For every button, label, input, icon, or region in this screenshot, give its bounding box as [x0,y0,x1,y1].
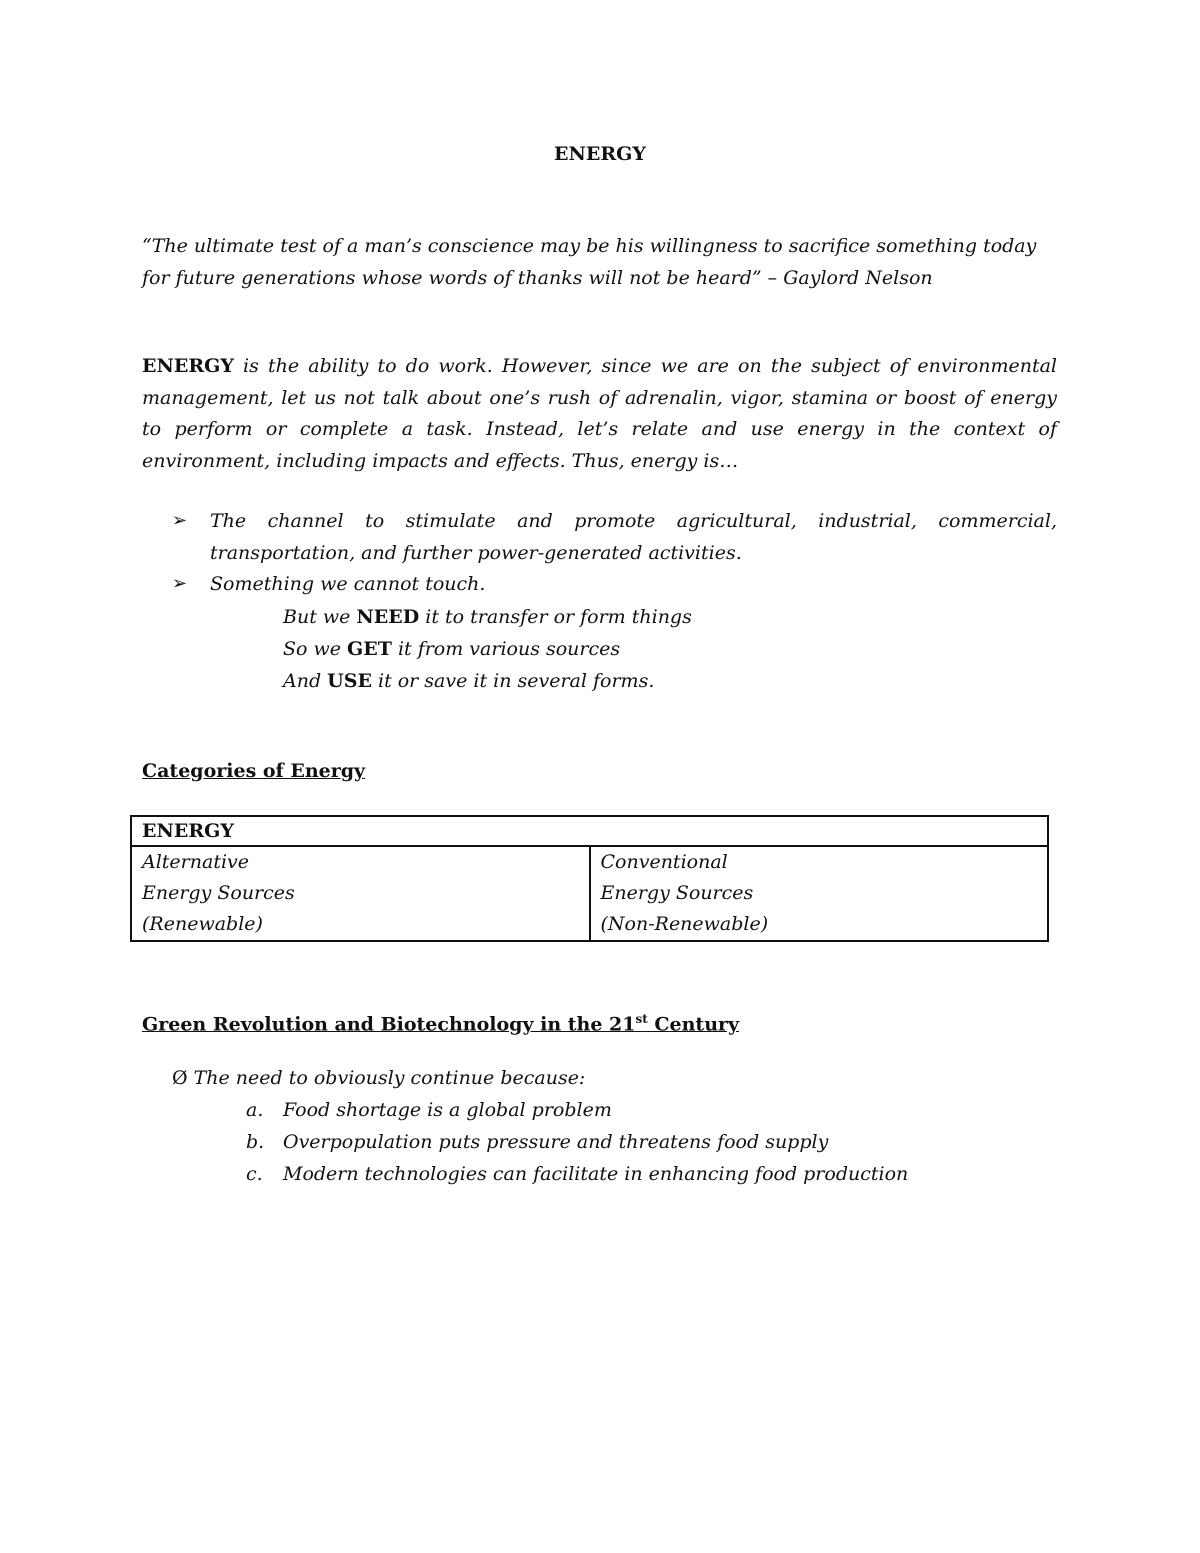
green-intro [172,1062,585,1094]
conventional-energy-cell [590,846,1049,941]
definition-line-4: environment, including impacts and effects. Thus, energy is… [142,450,739,472]
green-heading-sup: st [635,1012,648,1026]
sub-line-get-post: it from various sources [391,638,621,660]
quote-line-2: for future generations whose words of thanks will not be heard” – Gaylord Nelson [142,267,933,289]
definition-line-2: management, let us not talk about one’s rush of adrenalin, vigor, stamina or boost of energy [142,387,1057,409]
arrow-bullet-icon: ➢ [172,573,188,594]
arrow-bullet-icon: ➢ [172,510,188,531]
list-marker-b: b. [246,1131,265,1153]
sub-line-use-post: it or save it in several forms. [371,670,655,692]
conventional-line-1: Conventional [600,851,728,873]
green-intro-text: The need to obviously continue because: [187,1067,586,1089]
sub-line-need [283,601,692,633]
categories-heading: Categories of Energy [142,760,366,782]
list-item-a: Food shortage is a global problem [283,1099,612,1121]
sub-line-need-post: it to transfer or form things [419,606,692,628]
bullet-2: Something we cannot touch. [210,573,486,595]
green-revolution-heading [142,1003,739,1040]
bullet-1-line-1: The channel to stimulate and promote agricultural, industrial, commercial, [210,510,1057,532]
sub-line-get [283,633,620,665]
page-title: ENERGY [554,143,646,165]
sub-line-use-pre: And [283,670,328,692]
o-slash-bullet-icon: Ø [172,1067,188,1089]
alternative-line-3: (Renewable) [142,913,263,935]
definition-line-1-text: is the ability to do work. However, since we are on the subject of environmental [233,355,1057,377]
alternative-energy-cell [131,846,590,941]
quote-line-1: “The ultimate test of a man’s conscience may be his willingness to sacrifice something today [142,235,1037,257]
list-marker-a: a. [246,1099,264,1121]
sub-line-use-bold: USE [327,670,372,692]
list-item-c: Modern technologies can facilitate in enhancing food production [283,1163,909,1185]
list-item-b: Overpopulation puts pressure and threatens food supply [283,1131,829,1153]
sub-line-need-bold: NEED [356,606,420,628]
energy-categories-table [130,815,1049,942]
conventional-line-2: Energy Sources [600,882,754,904]
definition-term: ENERGY [142,355,234,377]
green-heading-pre: Green Revolution and Biotechnology in the 21 [142,1013,636,1036]
alternative-line-2: Energy Sources [142,882,295,904]
sub-line-need-pre: But we [283,606,357,628]
sub-line-use [283,665,654,697]
green-heading-post: Century [647,1013,740,1036]
definition-line-3: to perform or complete a task. Instead, let’s relate and use energy in the context of [142,418,1057,440]
conventional-line-3: (Non-Renewable) [600,913,769,935]
alternative-line-1: Alternative [142,851,250,873]
sub-line-get-pre: So we [283,638,348,660]
definition-line-1 [142,350,1057,382]
table-header-cell: ENERGY [131,816,1048,846]
sub-line-get-bold: GET [347,638,392,660]
list-marker-c: c. [246,1163,263,1185]
bullet-1-line-2: transportation, and further power-generated activities. [210,542,742,564]
